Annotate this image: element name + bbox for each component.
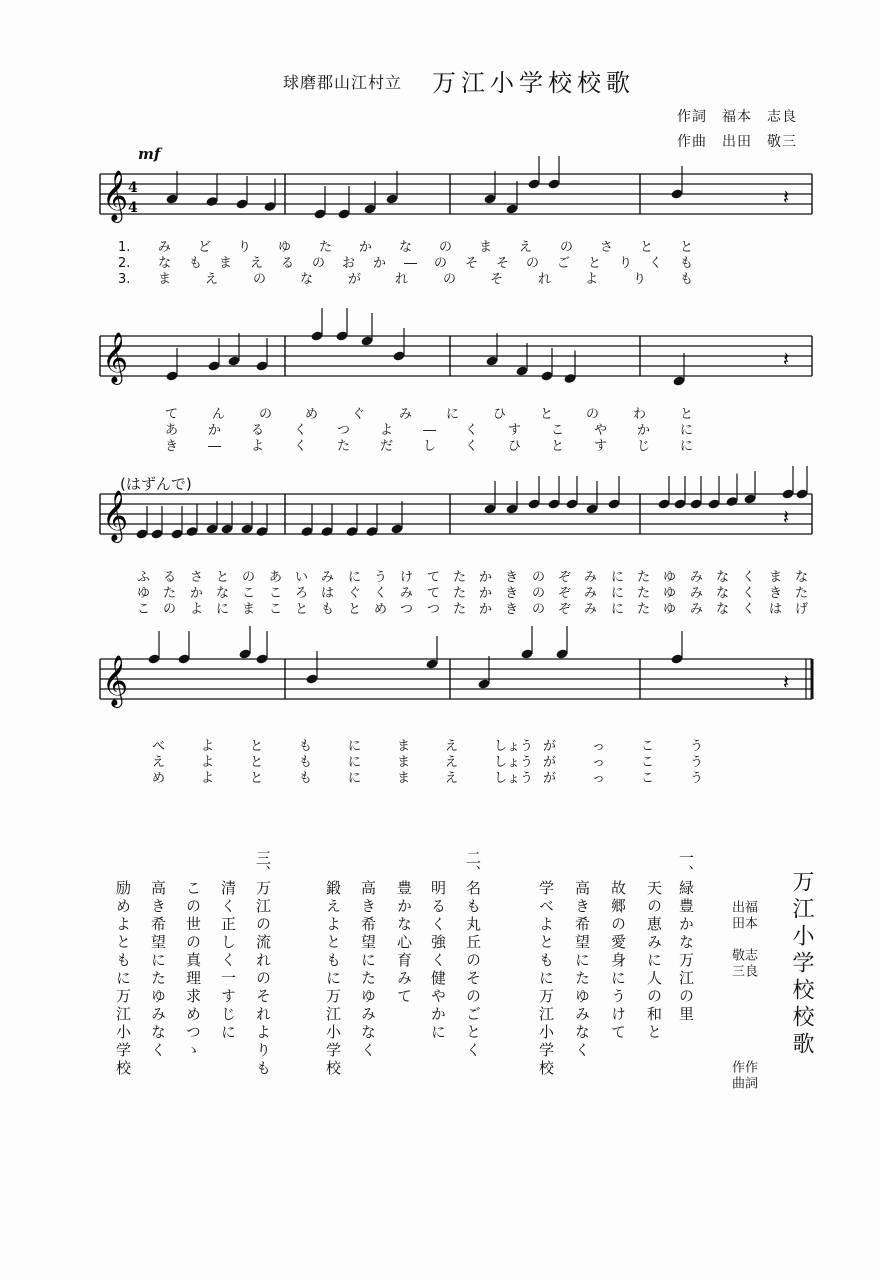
text-block-title: 万江小学校校歌 (789, 870, 814, 1059)
stanza-3-number: 三、 (254, 850, 272, 880)
lyric-syllable: こ (137, 602, 151, 617)
lyric-syllable: も (321, 602, 335, 617)
time-signature-top: 4 (128, 180, 138, 196)
lyric-syllable: ど (198, 240, 212, 255)
lyric-syllable: と (295, 602, 309, 617)
lyric-syllable: た (637, 586, 651, 601)
lyric-syllable: て (165, 407, 179, 422)
lyric-syllable: こ (269, 586, 283, 601)
lyric-syllable: か (479, 570, 493, 585)
lyric-syllable: よ (585, 272, 599, 287)
lyric-syllable: と (680, 240, 694, 255)
lyric-syllable: に (348, 570, 362, 585)
lyric-syllable: な (399, 240, 413, 255)
lyric-syllable: ま (397, 739, 411, 754)
lyric-syllable: の (439, 240, 453, 255)
lyric-syllable: う (690, 771, 704, 786)
lyric-syllable: た (637, 602, 651, 617)
lyric-syllable: ま (397, 755, 411, 770)
lyric-syllable: と (250, 739, 264, 754)
lyric-syllable: も (680, 272, 694, 287)
verse-number: 1. (118, 240, 131, 255)
lyric-syllable: と (250, 771, 264, 786)
lyric-syllable: う (690, 739, 704, 754)
lyric-syllable: な (716, 602, 730, 617)
lyric-syllable: る (281, 256, 295, 271)
lyric-syllable: れ (395, 272, 409, 287)
lyric-syllable: す (594, 439, 608, 454)
stanza-1-line: 学べよともに万江小学校 (537, 880, 555, 1078)
lyric-syllable: は (321, 586, 335, 601)
rest-icon: 𝄽 (783, 505, 790, 529)
lyric-syllable: く (742, 586, 756, 601)
lyric-syllable: し (423, 439, 437, 454)
lyric-syllable: ん (212, 407, 226, 422)
lyric-syllable: ふ (137, 570, 151, 585)
lyric-syllable: れ (538, 272, 552, 287)
lyric-syllable: こ (641, 771, 655, 786)
lyric-syllable: た (163, 586, 177, 601)
lyric-syllable: っ (592, 771, 606, 786)
stanza-2-line: 高き希望にたゆみなく (359, 880, 377, 1060)
lyric-syllable: の (259, 407, 273, 422)
lyric-syllable: つ (337, 423, 351, 438)
lyric-syllable: こ (641, 755, 655, 770)
lyric-syllable: の (443, 272, 457, 287)
tempo-annotation: (はずんで) (120, 475, 192, 493)
lyric-syllable: の (532, 586, 546, 601)
lyric-syllable: ゆ (137, 586, 151, 601)
lyric-syllable: も (680, 256, 694, 271)
lyric-syllable: み (158, 240, 172, 255)
lyric-syllable: の (526, 256, 540, 271)
lyric-syllable: そ (496, 256, 510, 271)
lyric-syllable: しょう (494, 755, 534, 770)
lyric-syllable: っ (592, 739, 606, 754)
lyric-syllable: よ (190, 602, 204, 617)
lyric-syllable: た (319, 240, 333, 255)
lyric-syllable: よ (251, 439, 265, 454)
lyric-syllable: か (479, 586, 493, 601)
treble-clef-icon: 𝄞 (102, 490, 129, 541)
lyric-syllable: き (505, 586, 519, 601)
lyric-syllable: ― (404, 256, 417, 271)
lyric-syllable: よ (201, 771, 215, 786)
lyric-syllable: の (560, 240, 574, 255)
lyric-syllable: の (532, 570, 546, 585)
lyric-syllable: ぐ (348, 586, 362, 601)
lyric-syllable: る (163, 570, 177, 585)
stanza-3-line: この世の真理求めつゝ (184, 880, 202, 1060)
lyric-syllable: っ (592, 755, 606, 770)
lyric-syllable: り (633, 272, 647, 287)
lyric-syllable: き (165, 439, 179, 454)
lyric-syllable: ― (208, 439, 221, 454)
lyric-syllable: か (208, 423, 222, 438)
lyric-syllable: が (543, 755, 557, 770)
lyric-syllable: み (399, 407, 413, 422)
staff-system-4 (100, 645, 812, 717)
lyric-syllable: め (152, 771, 166, 786)
lyric-syllable: ― (423, 423, 436, 438)
lyric-syllable: ま (242, 602, 256, 617)
lyric-syllable: た (337, 439, 351, 454)
staff-system-3 (100, 480, 812, 552)
text-block-credit-roles: 作詞 作曲 (729, 1060, 757, 1092)
lyric-syllable: き (505, 570, 519, 585)
treble-clef-icon: 𝄞 (102, 332, 129, 383)
lyric-syllable: の (586, 407, 600, 422)
lyric-syllable: よ (201, 755, 215, 770)
stanza-2-line: 鍛えよともに万江小学校 (324, 880, 342, 1078)
verse-number: 2. (118, 256, 131, 271)
lyric-syllable: め (374, 602, 388, 617)
lyric-syllable: も (189, 256, 203, 271)
lyric-syllable: た (453, 570, 467, 585)
stanza-2-line: 名も丸丘のそのごとく (464, 880, 482, 1060)
lyric-syllable: な (216, 586, 230, 601)
verse-number: 3. (118, 272, 131, 287)
dynamic-marking: mf (138, 145, 161, 163)
lyric-syllable: き (769, 586, 783, 601)
lyric-syllable: え (519, 240, 533, 255)
lyric-syllable: な (300, 272, 314, 287)
lyric-syllable: な (716, 586, 730, 601)
lyric-syllable: み (690, 570, 704, 585)
lyric-syllable: ぞ (558, 602, 572, 617)
lyric-syllable: か (190, 586, 204, 601)
lyric-syllable: ゆ (663, 586, 677, 601)
treble-clef-icon: 𝄞 (102, 655, 129, 706)
stanza-3-line: 万江の流れのそれよりも (254, 880, 272, 1078)
lyric-syllable: の (434, 256, 448, 271)
lyric-syllable: り (619, 256, 633, 271)
lyric-syllable: り (238, 240, 252, 255)
lyric-syllable: こ (269, 602, 283, 617)
stanza-1-number: 一、 (677, 850, 695, 880)
lyric-syllable: る (251, 423, 265, 438)
stanza-3-line: 高き希望にたゆみなく (149, 880, 167, 1060)
rest-icon: 𝄽 (783, 347, 790, 371)
lyric-syllable: か (479, 602, 493, 617)
lyric-syllable: た (637, 570, 651, 585)
stanza-1-line: 緑豊かな万江の里 (677, 880, 695, 1024)
lyric-syllable: ぞ (558, 570, 572, 585)
lyric-syllable: ま (158, 272, 172, 287)
song-title: 万江小学校校歌 (432, 69, 635, 97)
lyric-syllable: こ (242, 586, 256, 601)
lyric-syllable: か (359, 240, 373, 255)
lyric-syllable: に (611, 586, 625, 601)
lyric-syllable: く (374, 586, 388, 601)
lyric-syllable: ひ (508, 439, 522, 454)
lyric-syllable: ひ (493, 407, 507, 422)
lyric-syllable: じ (637, 439, 651, 454)
lyric-syllable: き (505, 602, 519, 617)
lyric-syllable: あ (269, 570, 283, 585)
lyric-syllable: あ (165, 423, 179, 438)
lyricist-credit: 作詞 福本 志良 (677, 109, 797, 125)
lyric-syllable: み (400, 586, 414, 601)
lyric-syllable: く (465, 423, 479, 438)
text-block-credit-names: 福本 志良 出田 敬三 (729, 900, 757, 980)
lyric-syllable: な (716, 570, 730, 585)
lyric-syllable: た (453, 602, 467, 617)
lyric-syllable: て (427, 586, 441, 601)
lyric-syllable: み (584, 602, 598, 617)
lyric-syllable: く (294, 439, 308, 454)
lyric-syllable: の (163, 602, 177, 617)
lyric-syllable: く (742, 570, 756, 585)
stanza-2-line: 明るく強く健やかに (429, 880, 447, 1042)
lyric-syllable: え (205, 272, 219, 287)
lyric-syllable: な (795, 570, 809, 585)
lyric-syllable: ゆ (663, 570, 677, 585)
lyric-syllable: ま (769, 570, 783, 585)
lyric-syllable: こ (641, 739, 655, 754)
lyric-syllable: え (445, 771, 459, 786)
lyric-syllable: ま (397, 771, 411, 786)
lyric-syllable: え (250, 256, 264, 271)
lyric-syllable: さ (600, 240, 614, 255)
composer-credit: 作曲 出田 敬三 (677, 134, 797, 150)
lyric-syllable: み (584, 570, 598, 585)
lyric-syllable: う (374, 570, 388, 585)
lyric-syllable: え (445, 755, 459, 770)
lyric-syllable: げ (795, 602, 809, 617)
lyric-syllable: しょう (494, 739, 534, 754)
lyric-syllable: め (305, 407, 319, 422)
lyric-syllable: お (342, 256, 356, 271)
lyric-syllable: は (769, 602, 783, 617)
lyric-syllable: の (253, 272, 267, 287)
lyric-syllable: え (445, 739, 459, 754)
lyric-syllable: さ (190, 570, 204, 585)
lyric-syllable: に (348, 755, 362, 770)
lyric-syllable: と (216, 570, 230, 585)
stanza-2-number: 二、 (464, 850, 482, 880)
lyric-syllable: に (611, 602, 625, 617)
lyric-syllable: だ (380, 439, 394, 454)
lyric-syllable: べ (152, 739, 166, 754)
lyric-syllable: と (540, 407, 554, 422)
lyric-syllable: も (299, 771, 313, 786)
lyric-syllable: と (680, 407, 694, 422)
lyric-syllable: か (373, 256, 387, 271)
lyric-syllable: が (543, 771, 557, 786)
lyric-syllable: と (348, 602, 362, 617)
lyric-syllable: み (690, 602, 704, 617)
lyric-syllable: そ (465, 256, 479, 271)
stanza-1-line: 天の恵みに人の和と (645, 880, 663, 1042)
staff-system-2 (100, 322, 812, 394)
lyric-syllable: か (637, 423, 651, 438)
staff-system-1 (100, 160, 812, 232)
lyric-syllable: と (551, 439, 565, 454)
rest-icon: 𝄽 (783, 185, 790, 209)
lyric-syllable: ゆ (278, 240, 292, 255)
lyric-syllable: ご (557, 256, 571, 271)
lyric-syllable: わ (633, 407, 647, 422)
lyric-syllable: が (543, 739, 557, 754)
lyric-syllable: く (294, 423, 308, 438)
lyric-syllable: しょう (494, 771, 534, 786)
lyric-syllable: よ (201, 739, 215, 754)
lyric-syllable: に (348, 771, 362, 786)
lyric-syllable: く (465, 439, 479, 454)
stanza-3-line: 清く正しく一すじに (219, 880, 237, 1042)
lyric-syllable: み (690, 586, 704, 601)
lyric-syllable: そ (490, 272, 504, 287)
lyric-syllable: う (690, 755, 704, 770)
school-name-prefix: 球磨郡山江村立 (283, 73, 403, 92)
lyric-syllable: え (152, 755, 166, 770)
lyric-syllable: な (158, 256, 172, 271)
stanza-1-line: 故郷の愛身にうけて (609, 880, 627, 1042)
lyric-syllable: く (649, 256, 663, 271)
lyric-syllable: た (453, 586, 467, 601)
lyric-syllable: て (427, 570, 441, 585)
lyric-syllable: に (348, 739, 362, 754)
lyric-syllable: と (588, 256, 602, 271)
lyric-syllable: に (216, 602, 230, 617)
lyric-syllable: ま (219, 256, 233, 271)
lyric-syllable: の (242, 570, 256, 585)
lyric-syllable: い (295, 570, 309, 585)
lyric-syllable: み (584, 586, 598, 601)
lyric-syllable: つ (427, 602, 441, 617)
lyric-syllable: ま (479, 240, 493, 255)
lyric-syllable: け (400, 570, 414, 585)
lyric-syllable: や (594, 423, 608, 438)
lyric-syllable: つ (400, 602, 414, 617)
lyric-syllable: も (299, 739, 313, 754)
lyric-syllable: ぞ (558, 586, 572, 601)
stanza-3-line: 励めよともに万江小学校 (114, 880, 132, 1078)
lyric-syllable: す (508, 423, 522, 438)
lyric-syllable: よ (380, 423, 394, 438)
lyric-syllable: ゆ (663, 602, 677, 617)
lyric-syllable: く (742, 602, 756, 617)
lyric-syllable: に (446, 407, 460, 422)
stanza-2-line: 豊かな心育みて (395, 880, 413, 1006)
rest-icon: 𝄽 (783, 670, 790, 694)
lyric-syllable: の (532, 602, 546, 617)
lyric-syllable: み (321, 570, 335, 585)
treble-clef-icon: 𝄞 (102, 170, 129, 221)
stanza-1-line: 高き希望にたゆみなく (573, 880, 591, 1060)
lyric-syllable: ぐ (352, 407, 366, 422)
lyric-syllable: の (312, 256, 326, 271)
lyric-syllable: に (680, 439, 694, 454)
lyric-syllable: と (640, 240, 654, 255)
lyric-syllable: こ (551, 423, 565, 438)
lyric-syllable: に (680, 423, 694, 438)
time-signature-bottom: 4 (128, 200, 138, 216)
lyric-syllable: に (611, 570, 625, 585)
lyric-syllable: も (299, 755, 313, 770)
lyric-syllable: た (795, 586, 809, 601)
lyric-syllable: ろ (295, 586, 309, 601)
lyric-syllable: が (348, 272, 362, 287)
lyric-syllable: と (250, 755, 264, 770)
